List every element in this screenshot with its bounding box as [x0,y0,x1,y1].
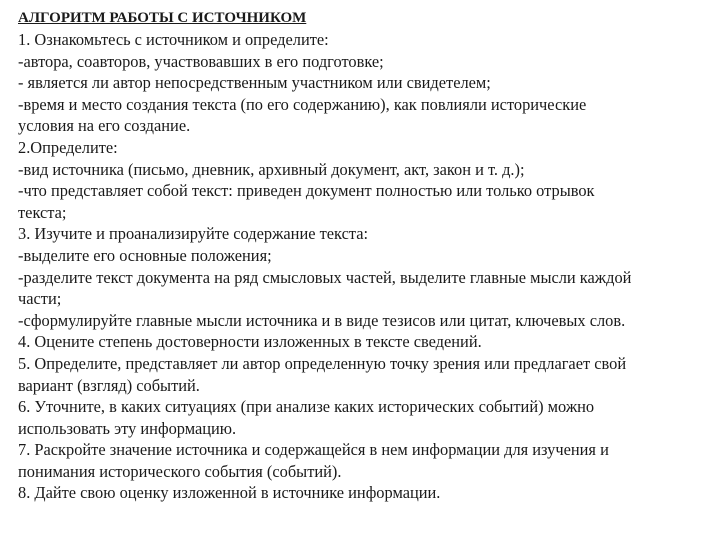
document-body [18,8,704,504]
document-title: АЛГОРИТМ РАБОТЫ С ИСТОЧНИКОМ [18,10,307,26]
text-line: вариант (взгляд) событий. [18,375,200,395]
text-line: 8. Дайте свою оценку изложенной в источнике информации. [18,483,441,503]
text-line: использовать эту информацию. [18,418,237,438]
text-line: части; [18,289,62,309]
text-line: -время и место создания текста (по его содержанию), как повлияли исторические [18,94,587,114]
text-line: 3. Изучите и проанализируйте содержание текста: [18,224,369,244]
text-line: 4. Оцените степень достоверности изложенных в тексте сведений. [18,332,482,352]
text-line: - является ли автор непосредственным участником или свидетелем; [18,73,491,93]
text-line: понимания исторического события (событий). [18,461,342,481]
text-line: 1. Ознакомьтесь с источником и определите: [18,30,329,49]
text-line: -вид источника (письмо, дневник, архивный документ, акт, закон и т. д.); [18,159,525,179]
text-line: -выделите его основные положения; [18,245,272,265]
text-line: -сформулируйте главные мысли источника и в виде тезисов или цитат, ключевых слов. [18,310,626,330]
text-line: текста; [18,202,67,222]
text-line: -что представляет собой текст: приведен документ полностью или только отрывок [18,181,595,201]
text-line: -автора, соавторов, участвовавших в его подготовке; [18,51,384,71]
text-line: 5. Определите, представляет ли автор определенную точку зрения или предлагает свой [18,353,627,373]
text-line: 7. Раскройте значение источника и содержащейся в нем информации для изучения и [18,440,609,460]
text-line: 2.Определите: [18,137,118,157]
text-line: условия на его создание. [18,116,191,136]
text-line: -разделите текст документа на ряд смысловых частей, выделите главные мысли каждой [18,267,632,287]
text-line: 6. Уточните, в каких ситуациях (при анализе каких исторических событий) можно [18,397,595,417]
